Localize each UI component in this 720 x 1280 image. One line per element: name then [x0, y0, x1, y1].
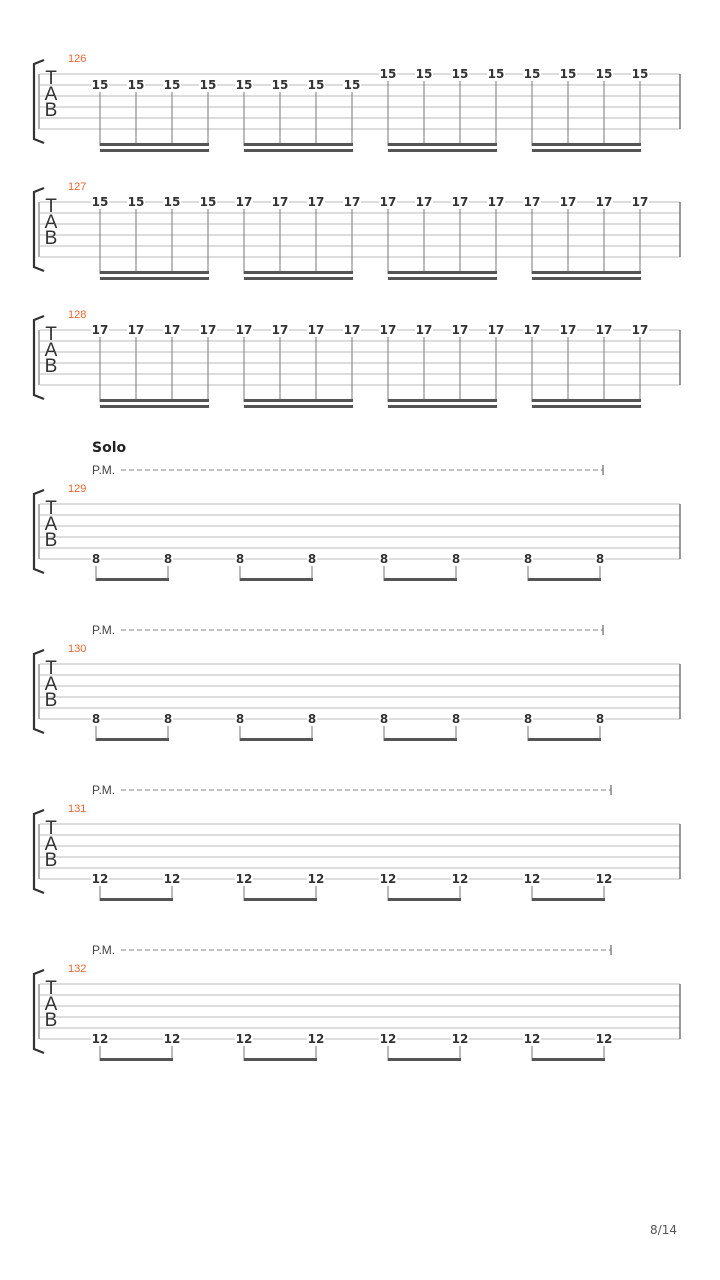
tab-clef-letter-a: A [44, 514, 58, 535]
beam [388, 399, 497, 402]
fret-number: 12 [307, 872, 325, 886]
fret-number: 15 [163, 195, 181, 209]
fret-number: 8 [595, 712, 605, 726]
section-label: Solo [92, 440, 127, 456]
tab-clef-letter-a: A [44, 994, 58, 1015]
beam [528, 578, 601, 581]
measure-number: 127 [68, 181, 87, 193]
palm-mute-label: P.M. [92, 463, 116, 477]
beam [388, 898, 461, 901]
beam [244, 143, 353, 146]
beam-secondary [388, 149, 497, 152]
palm-mute-label: P.M. [92, 623, 116, 637]
fret-number: 17 [415, 323, 433, 337]
beam [388, 143, 497, 146]
fret-number: 8 [163, 552, 173, 566]
fret-number: 12 [307, 1032, 325, 1046]
beam [244, 399, 353, 402]
fret-number: 17 [523, 323, 541, 337]
measure-number: 130 [68, 643, 87, 655]
fret-number: 17 [451, 323, 469, 337]
tab-clef-letter-b: B [44, 100, 58, 121]
fret-number: 8 [91, 552, 101, 566]
fret-number: 15 [415, 67, 433, 81]
fret-number: 17 [451, 195, 469, 209]
tab-clef-letter-a: A [44, 84, 58, 105]
measure-number: 128 [68, 309, 87, 321]
fret-number: 8 [235, 552, 245, 566]
fret-number: 17 [487, 323, 505, 337]
fret-number: 17 [487, 195, 505, 209]
fret-number: 8 [163, 712, 173, 726]
beam [384, 738, 457, 741]
palm-mute-label: P.M. [92, 783, 116, 797]
beam [244, 271, 353, 274]
fret-number: 17 [271, 323, 289, 337]
fret-number: 12 [523, 1032, 541, 1046]
fret-number: 8 [307, 552, 317, 566]
fret-number: 15 [127, 195, 145, 209]
fret-number: 8 [523, 552, 533, 566]
fret-number: 8 [379, 552, 389, 566]
palm-mute-label: P.M. [92, 943, 116, 957]
fret-number: 8 [523, 712, 533, 726]
fret-number: 15 [487, 67, 505, 81]
fret-number: 15 [451, 67, 469, 81]
tab-clef-letter-b: B [44, 1010, 58, 1031]
tab-clef-letter-a: A [44, 212, 58, 233]
beam [388, 271, 497, 274]
fret-number: 12 [595, 1032, 613, 1046]
measure-number: 126 [68, 53, 87, 65]
beam-secondary [532, 405, 641, 408]
fret-number: 8 [91, 712, 101, 726]
fret-number: 15 [235, 78, 253, 92]
tab-system [34, 623, 680, 741]
fret-number: 8 [451, 552, 461, 566]
fret-number: 12 [379, 1032, 397, 1046]
tab-system [34, 53, 680, 152]
beam [532, 143, 641, 146]
tab-clef-letter-b: B [44, 228, 58, 249]
fret-number: 15 [199, 78, 217, 92]
fret-number: 12 [91, 872, 109, 886]
beam [244, 1058, 317, 1061]
fret-number: 15 [127, 78, 145, 92]
fret-number: 17 [631, 195, 649, 209]
fret-number: 17 [235, 195, 253, 209]
fret-number: 17 [559, 323, 577, 337]
tab-clef-letter-t: T [45, 818, 57, 839]
tab-system [34, 783, 680, 901]
beam-secondary [100, 277, 209, 280]
fret-number: 15 [559, 67, 577, 81]
beam [100, 271, 209, 274]
fret-number: 8 [379, 712, 389, 726]
measure-number: 132 [68, 963, 87, 975]
tab-clef-letter-t: T [45, 978, 57, 999]
fret-number: 12 [451, 872, 469, 886]
tab-clef-letter-b: B [44, 356, 58, 377]
fret-number: 12 [523, 872, 541, 886]
beam [240, 738, 313, 741]
fret-number: 15 [91, 195, 109, 209]
fret-number: 15 [523, 67, 541, 81]
fret-number: 12 [163, 1032, 181, 1046]
fret-number: 8 [595, 552, 605, 566]
beam-secondary [244, 405, 353, 408]
beam-secondary [388, 277, 497, 280]
fret-number: 8 [307, 712, 317, 726]
fret-number: 17 [271, 195, 289, 209]
fret-number: 12 [451, 1032, 469, 1046]
beam [532, 898, 605, 901]
fret-number: 17 [91, 323, 109, 337]
fret-number: 12 [595, 872, 613, 886]
fret-number: 15 [271, 78, 289, 92]
tab-system [34, 309, 680, 408]
fret-number: 12 [235, 872, 253, 886]
beam [100, 399, 209, 402]
tab-system [34, 440, 680, 581]
tab-clef-letter-a: A [44, 834, 58, 855]
beam [532, 271, 641, 274]
tab-system [34, 181, 680, 280]
tab-clef-letter-t: T [45, 196, 57, 217]
fret-number: 8 [235, 712, 245, 726]
beam [100, 898, 173, 901]
fret-number: 17 [379, 195, 397, 209]
fret-number: 12 [379, 872, 397, 886]
fret-number: 17 [235, 323, 253, 337]
beam [100, 143, 209, 146]
page-number: 8/14 [650, 1223, 677, 1237]
beam-secondary [532, 277, 641, 280]
beam-secondary [100, 149, 209, 152]
tab-clef-letter-a: A [44, 340, 58, 361]
beam-secondary [244, 149, 353, 152]
beam-secondary [100, 405, 209, 408]
fret-number: 15 [307, 78, 325, 92]
tab-clef-letter-t: T [45, 324, 57, 345]
fret-number: 15 [343, 78, 361, 92]
fret-number: 17 [631, 323, 649, 337]
beam [532, 1058, 605, 1061]
fret-number: 17 [379, 323, 397, 337]
beam [528, 738, 601, 741]
fret-number: 12 [163, 872, 181, 886]
fret-number: 12 [91, 1032, 109, 1046]
fret-number: 17 [523, 195, 541, 209]
beam-secondary [388, 405, 497, 408]
beam [388, 1058, 461, 1061]
fret-number: 17 [307, 323, 325, 337]
fret-number: 8 [451, 712, 461, 726]
tab-clef-letter-t: T [45, 658, 57, 679]
beam [96, 578, 169, 581]
tab-system [34, 943, 680, 1061]
measure-number: 131 [68, 803, 87, 815]
beam [96, 738, 169, 741]
beam [384, 578, 457, 581]
tab-clef-letter-b: B [44, 850, 58, 871]
fret-number: 17 [343, 323, 361, 337]
tab-clef-letter-a: A [44, 674, 58, 695]
fret-number: 15 [595, 67, 613, 81]
fret-number: 15 [379, 67, 397, 81]
beam [240, 578, 313, 581]
fret-number: 17 [595, 323, 613, 337]
fret-number: 12 [235, 1032, 253, 1046]
tab-clef-letter-b: B [44, 690, 58, 711]
beam [532, 399, 641, 402]
fret-number: 17 [559, 195, 577, 209]
fret-number: 15 [91, 78, 109, 92]
fret-number: 15 [163, 78, 181, 92]
fret-number: 17 [127, 323, 145, 337]
beam-secondary [244, 277, 353, 280]
beam-secondary [532, 149, 641, 152]
beam [244, 898, 317, 901]
fret-number: 15 [199, 195, 217, 209]
beam [100, 1058, 173, 1061]
fret-number: 17 [307, 195, 325, 209]
measure-number: 129 [68, 483, 87, 495]
fret-number: 17 [415, 195, 433, 209]
fret-number: 15 [631, 67, 649, 81]
tab-clef-letter-t: T [45, 68, 57, 89]
fret-number: 17 [163, 323, 181, 337]
tab-clef-letter-t: T [45, 498, 57, 519]
fret-number: 17 [595, 195, 613, 209]
fret-number: 17 [199, 323, 217, 337]
fret-number: 17 [343, 195, 361, 209]
tab-clef-letter-b: B [44, 530, 58, 551]
